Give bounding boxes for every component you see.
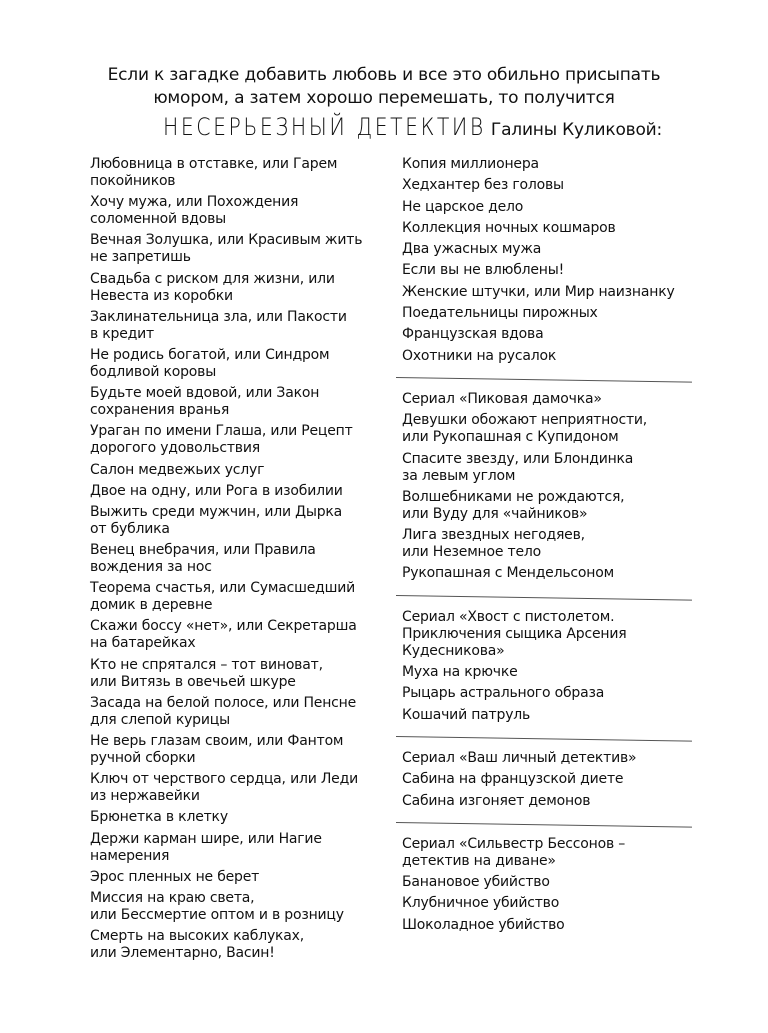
book-title: Французская вдова	[402, 326, 544, 343]
book-title: Брюнетка в клетку	[90, 809, 228, 826]
book-title: Не родись богатой, или Синдром бодливой коровы	[90, 346, 330, 380]
book-title: Держи карман шире, или Нагие намерения	[90, 830, 322, 864]
right-column	[402, 156, 692, 938]
book-title: Не царское дело	[402, 198, 524, 215]
book-title: Женские штучки, или Мир наизнанку	[402, 283, 675, 300]
book-title: Любовница в отставке, или Гарем покойников	[90, 156, 338, 189]
series-name: НЕСЕРЬЕЗНЫЙ ДЕТЕКТИВ	[162, 113, 486, 141]
book-title: Миссия на краю света, или Бессмертие оптом и в розницу	[90, 889, 344, 923]
book-title: Выжить среди мужчин, или Дырка от бублика	[90, 503, 343, 537]
book-title: Коллекция ночных кошмаров	[402, 219, 616, 236]
section-divider	[402, 728, 692, 744]
intro-line-1: Если к загадке добавить любовь и все это обильно присыпать	[107, 65, 661, 85]
book-title: Двое на одну, или Рога в изобилии	[90, 482, 343, 499]
book-title: Сабина на французской диете	[402, 771, 624, 788]
series-title: Сериал «Пиковая дамочка»	[402, 390, 602, 407]
left-column	[90, 156, 365, 966]
section-divider	[402, 369, 692, 385]
book-title: Если вы не влюблены!	[402, 262, 565, 279]
book-title: Скажи боссу «нет», или Секретарша на батарейках	[90, 618, 357, 652]
book-title: Поедательницы пирожных	[402, 305, 598, 322]
book-title: Кошачий патруль	[402, 706, 531, 723]
book-title: Венец внебрачия, или Правила вождения за нос	[90, 542, 316, 576]
book-title: Хочу мужа, или Похождения соломенной вдовы	[90, 194, 299, 228]
book-title: Охотники на русалок	[402, 347, 557, 364]
series-title: Сериал «Ваш личный детектив»	[402, 749, 637, 766]
section-divider	[402, 814, 692, 830]
book-title: Смерть на высоких каблуках, или Элементарно, Васин!	[90, 928, 305, 962]
book-title: Банановое убийство	[402, 874, 550, 891]
book-title: Рыцарь астрального образа	[402, 685, 605, 702]
series-title: Сериал «Сильвестр Бессонов – детектив на диване»	[402, 835, 626, 869]
book-title: Салон медвежьих услуг	[90, 461, 265, 478]
section-divider	[402, 587, 692, 603]
intro-line-2: юмором, а затем хорошо перемешать, то получится	[153, 88, 615, 108]
book-title: Два ужасных мужа	[402, 241, 542, 258]
book-title: Спасите звезду, или Блондинка за левым углом	[402, 450, 634, 484]
book-title: Вечная Золушка, или Красивым жить не запретишь	[90, 232, 363, 266]
book-title: Не верь глазам своим, или Фантом ручной сборки	[90, 733, 344, 766]
series-title: Сериал «Хвост с пистолетом. Приключения сыщика Арсения Кудесникова»	[402, 608, 627, 659]
book-title: Засада на белой полосе, или Пенсне для слепой курицы	[90, 694, 357, 728]
book-title: Рукопашная с Мендельсоном	[402, 565, 614, 582]
book-title: Сабина изгоняет демонов	[402, 792, 591, 809]
book-title: Волшебниками не рождаются, или Вуду для «чайников»	[402, 488, 625, 522]
book-title: Кто не спрятался – тот виноват, или Витязь в овечьей шкуре	[90, 656, 323, 690]
book-title: Свадьба с риском для жизни, или Невеста из коробки	[90, 270, 335, 304]
book-title: Хедхантер без головы	[402, 177, 564, 194]
book-title: Муха на крючке	[402, 664, 518, 681]
book-title: Лига звездных негодяев, или Неземное тело	[402, 527, 585, 561]
book-title: Девушки обожают неприятности, или Рукопашная с Купидоном	[402, 412, 648, 446]
book-title: Ураган по имени Глаша, или Рецепт дорогого удовольствия	[90, 423, 353, 457]
author-name: Галины Куликовой:	[485, 120, 663, 140]
book-title: Копия миллионера	[402, 156, 539, 172]
book-title: Заклинательница зла, или Пакости в кредит	[90, 308, 347, 342]
book-title: Ключ от черствого сердца, или Леди из нержавейки	[90, 771, 358, 805]
book-title: Теорема счастья, или Сумасшедший домик в деревне	[90, 580, 356, 614]
book-title: Шоколадное убийство	[402, 916, 565, 933]
book-title: Клубничное убийство	[402, 895, 560, 912]
book-title: Будьте моей вдовой, или Закон сохранения вранья	[90, 385, 320, 419]
book-title: Эрос пленных не берет	[90, 868, 260, 885]
intro	[0, 64, 768, 145]
series-heading	[0, 112, 768, 145]
